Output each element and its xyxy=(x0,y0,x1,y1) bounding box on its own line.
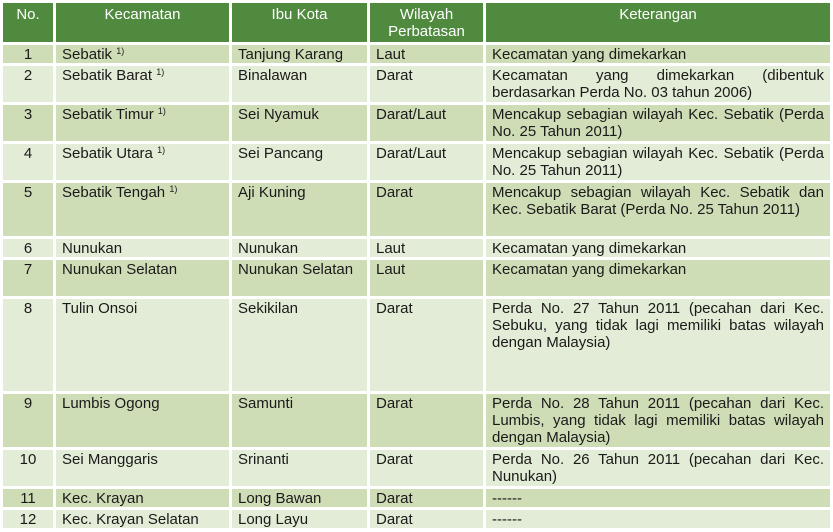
kecamatan-name: Tulin Onsoi xyxy=(62,300,138,317)
cell-kecamatan xyxy=(56,144,229,180)
cell-kecamatan xyxy=(56,239,229,257)
table-row xyxy=(3,45,830,63)
cell-keterangan: Kecamatan yang dimekarkan xyxy=(486,239,830,257)
cell-ibu-kota: Aji Kuning xyxy=(232,183,367,236)
kecamatan-name: Sebatik Barat xyxy=(62,67,153,84)
cell-ibu-kota: Nunukan xyxy=(232,239,367,257)
kecamatan-name: Lumbis Ogong xyxy=(62,395,160,412)
kecamatan-name: Kec. Krayan xyxy=(62,490,144,507)
cell-keterangan: Mencakup sebagian wilayah Kec. Sebatik (Perda No. 25 Tahun 2011) xyxy=(486,105,830,141)
cell-no: 12 xyxy=(3,510,53,528)
kecamatan-name: Nunukan xyxy=(62,240,123,257)
cell-kecamatan xyxy=(56,489,229,507)
cell-wilayah-perbatasan: Darat xyxy=(370,66,483,102)
cell-no: 10 xyxy=(3,450,53,486)
cell-keterangan: Mencakup sebagian wilayah Kec. Sebatik (Perda No. 25 Tahun 2011) xyxy=(486,144,830,180)
cell-keterangan: Perda No. 27 Tahun 2011 (pecahan dari Kec. Sebuku, yang tidak lagi memiliki batas wilayah dengan Malaysia) xyxy=(486,299,830,391)
table-body xyxy=(3,45,830,528)
footnote-marker: 1) xyxy=(156,67,165,77)
cell-kecamatan xyxy=(56,45,229,63)
table-row xyxy=(3,394,830,447)
header-wilayah-perbatasan: Wilayah Perbatasan xyxy=(370,3,483,42)
cell-keterangan: Perda No. 28 Tahun 2011 (pecahan dari Kec. Lumbis, yang tidak lagi memiliki batas wilayah dengan Malaysia) xyxy=(486,394,830,447)
kecamatan-name: Sebatik Timur xyxy=(62,106,154,123)
cell-kecamatan xyxy=(56,299,229,391)
cell-ibu-kota: Binalawan xyxy=(232,66,367,102)
header-keterangan: Keterangan xyxy=(486,3,830,42)
cell-wilayah-perbatasan: Darat xyxy=(370,489,483,507)
kecamatan-name: Sebatik Utara xyxy=(62,145,153,162)
cell-no: 9 xyxy=(3,394,53,447)
cell-wilayah-perbatasan: Darat xyxy=(370,394,483,447)
cell-no: 11 xyxy=(3,489,53,507)
cell-kecamatan xyxy=(56,450,229,486)
cell-ibu-kota: Sei Nyamuk xyxy=(232,105,367,141)
cell-kecamatan xyxy=(56,260,229,296)
cell-ibu-kota: Nunukan Selatan xyxy=(232,260,367,296)
cell-wilayah-perbatasan: Darat xyxy=(370,299,483,391)
footnote-marker: 1) xyxy=(157,145,166,155)
cell-kecamatan xyxy=(56,105,229,141)
table-row xyxy=(3,299,830,391)
table-row xyxy=(3,183,830,236)
cell-ibu-kota: Srinanti xyxy=(232,450,367,486)
cell-wilayah-perbatasan: Darat xyxy=(370,183,483,236)
cell-keterangan: Perda No. 26 Tahun 2011 (pecahan dari Kec. Nunukan) xyxy=(486,450,830,486)
cell-ibu-kota: Sekikilan xyxy=(232,299,367,391)
cell-ibu-kota: Samunti xyxy=(232,394,367,447)
cell-no: 5 xyxy=(3,183,53,236)
kecamatan-name: Sebatik Tengah xyxy=(62,184,166,201)
cell-keterangan: Kecamatan yang dimekarkan (dibentuk berdasarkan Perda No. 03 tahun 2006) xyxy=(486,66,830,102)
cell-kecamatan xyxy=(56,394,229,447)
header-kecamatan: Kecamatan xyxy=(56,3,229,42)
cell-ibu-kota: Long Layu xyxy=(232,510,367,528)
cell-keterangan: ------ xyxy=(486,489,830,507)
cell-keterangan: Kecamatan yang dimekarkan xyxy=(486,260,830,296)
footnote-marker: 1) xyxy=(169,184,178,194)
cell-kecamatan xyxy=(56,66,229,102)
cell-keterangan: ------ xyxy=(486,510,830,528)
cell-wilayah-perbatasan: Laut xyxy=(370,45,483,63)
kecamatan-name: Nunukan Selatan xyxy=(62,261,178,278)
table-row xyxy=(3,105,830,141)
table-row xyxy=(3,450,830,486)
cell-no: 7 xyxy=(3,260,53,296)
cell-kecamatan xyxy=(56,510,229,528)
kecamatan-name: Sei Manggaris xyxy=(62,451,158,468)
cell-kecamatan xyxy=(56,183,229,236)
cell-keterangan: Kecamatan yang dimekarkan xyxy=(486,45,830,63)
cell-ibu-kota: Sei Pancang xyxy=(232,144,367,180)
cell-ibu-kota: Tanjung Karang xyxy=(232,45,367,63)
cell-wilayah-perbatasan: Darat/Laut xyxy=(370,144,483,180)
cell-wilayah-perbatasan: Darat/Laut xyxy=(370,105,483,141)
cell-wilayah-perbatasan: Darat xyxy=(370,510,483,528)
cell-no: 4 xyxy=(3,144,53,180)
table-row xyxy=(3,260,830,296)
cell-no: 8 xyxy=(3,299,53,391)
cell-no: 1 xyxy=(3,45,53,63)
cell-no: 2 xyxy=(3,66,53,102)
table-row xyxy=(3,66,830,102)
cell-wilayah-perbatasan: Laut xyxy=(370,239,483,257)
header-ibu-kota: Ibu Kota xyxy=(232,3,367,42)
footnote-marker: 1) xyxy=(157,106,166,116)
header-row xyxy=(3,3,830,42)
table-row xyxy=(3,239,830,257)
kecamatan-name: Kec. Krayan Selatan xyxy=(62,511,199,528)
footnote-marker: 1) xyxy=(116,46,125,56)
table-row xyxy=(3,510,830,528)
cell-wilayah-perbatasan: Darat xyxy=(370,450,483,486)
cell-no: 3 xyxy=(3,105,53,141)
kecamatan-name: Sebatik xyxy=(62,46,113,63)
table-row xyxy=(3,489,830,507)
header-no: No. xyxy=(3,3,53,42)
cell-no: 6 xyxy=(3,239,53,257)
cell-keterangan: Mencakup sebagian wilayah Kec. Sebatik dan Kec. Sebatik Barat (Perda No. 25 Tahun 2011) xyxy=(486,183,830,236)
cell-ibu-kota: Long Bawan xyxy=(232,489,367,507)
cell-wilayah-perbatasan: Laut xyxy=(370,260,483,296)
table-row xyxy=(3,144,830,180)
